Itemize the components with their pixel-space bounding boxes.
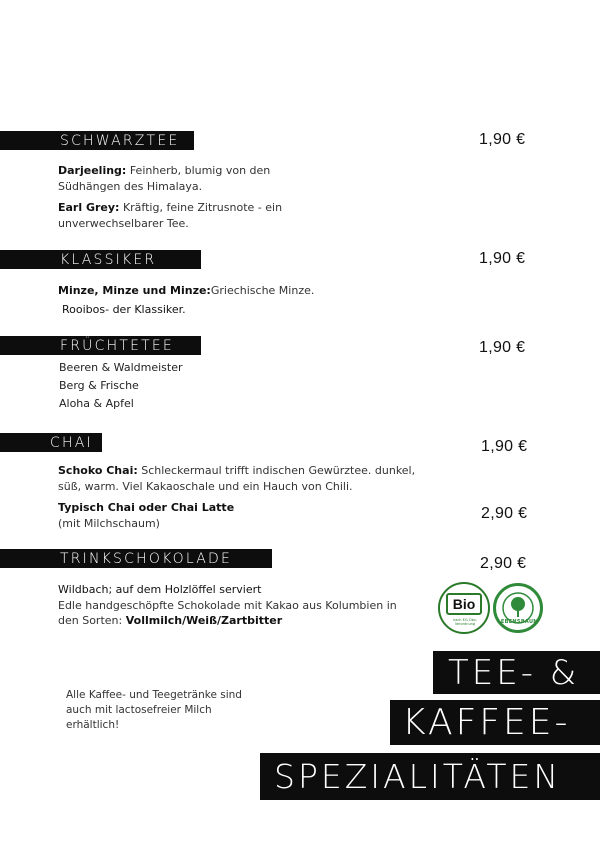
bio-sub-label: nach EG-Öko-Verordnung [452, 618, 478, 626]
item-name: Minze, Minze und Minze: [58, 284, 211, 297]
item-desc: Feinherb, blumig von den Südhängen des Himalaya. [58, 164, 271, 193]
lebensbaum-label: LEBENSBAUM [497, 619, 539, 625]
section-title-fruechtetee: FRÜCHTETEE [0, 336, 201, 355]
item-name: Typisch Chai oder Chai Latte [58, 501, 235, 514]
price-schwarztee: 1,90 € [479, 131, 526, 148]
item-desc: Kräftig, feine Zitrusnote - ein unverwechselbarer Tee. [58, 201, 283, 230]
menu-item-beeren: Beeren & Waldmeister [59, 361, 183, 374]
section-title-klassiker: KLASSIKER [0, 250, 201, 269]
price-trinkschokolade: 2,90 € [480, 555, 527, 572]
menu-item-chai-latte [58, 500, 358, 531]
headline-spezialitaeten: SPEZIALITÄTEN [260, 753, 600, 800]
price-klassiker: 1,90 € [479, 250, 526, 267]
menu-item-rooibos: Rooibos- der Klassiker. [62, 303, 186, 316]
item-varieties: Vollmilch/Weiß/Zartbitter [125, 614, 283, 627]
price-chai: 1,90 € [481, 438, 528, 455]
menu-item-schoko-chai [58, 463, 418, 494]
section-title-trinkschokolade: TRINKSCHOKOLADE [0, 549, 272, 568]
headline-tee: TEE- & [433, 651, 600, 694]
menu-item-berg: Berg & Frische [59, 379, 139, 392]
item-desc: Schleckermaul trifft indischen Gewürztee. dunkel, süß, warm. Viel Kakaoschale und ein Hauch von Chili. [58, 464, 416, 493]
headline-kaffee: KAFFEE- [390, 700, 600, 745]
price-fruechtetee: 1,90 € [479, 339, 526, 356]
bio-label: Bio [452, 596, 476, 612]
menu-item-minze [58, 283, 338, 299]
item-desc: Edle handgeschöpfte Schokolade mit Kakao aus Kolumbien in den Sorten: [58, 598, 397, 627]
item-name: Wildbach; auf dem Holzlöffel serviert [58, 583, 262, 596]
item-name: Schoko Chai: [58, 464, 138, 477]
menu-item-aloha: Aloha & Apfel [59, 397, 134, 410]
menu-item-darjeeling [58, 163, 298, 194]
section-title-chai: CHAI [0, 433, 102, 452]
item-desc: Griechische Minze. [210, 284, 315, 297]
section-title-schwarztee: SCHWARZTEE [0, 131, 194, 150]
item-desc: (mit Milchschaum) [58, 516, 160, 530]
lebensbaum-logo [493, 583, 543, 633]
item-name: Darjeeling: [58, 164, 127, 177]
price-chai-latte: 2,90 € [481, 505, 528, 522]
menu-item-wildbach [58, 582, 403, 629]
menu-item-earl-grey [58, 200, 298, 231]
item-name: Earl Grey: [58, 201, 120, 214]
bio-seal-logo [438, 582, 490, 634]
lactose-free-note: Alle Kaffee- und Teegetränke sind auch mit lactosefreier Milch erhältlich! [66, 689, 242, 731]
